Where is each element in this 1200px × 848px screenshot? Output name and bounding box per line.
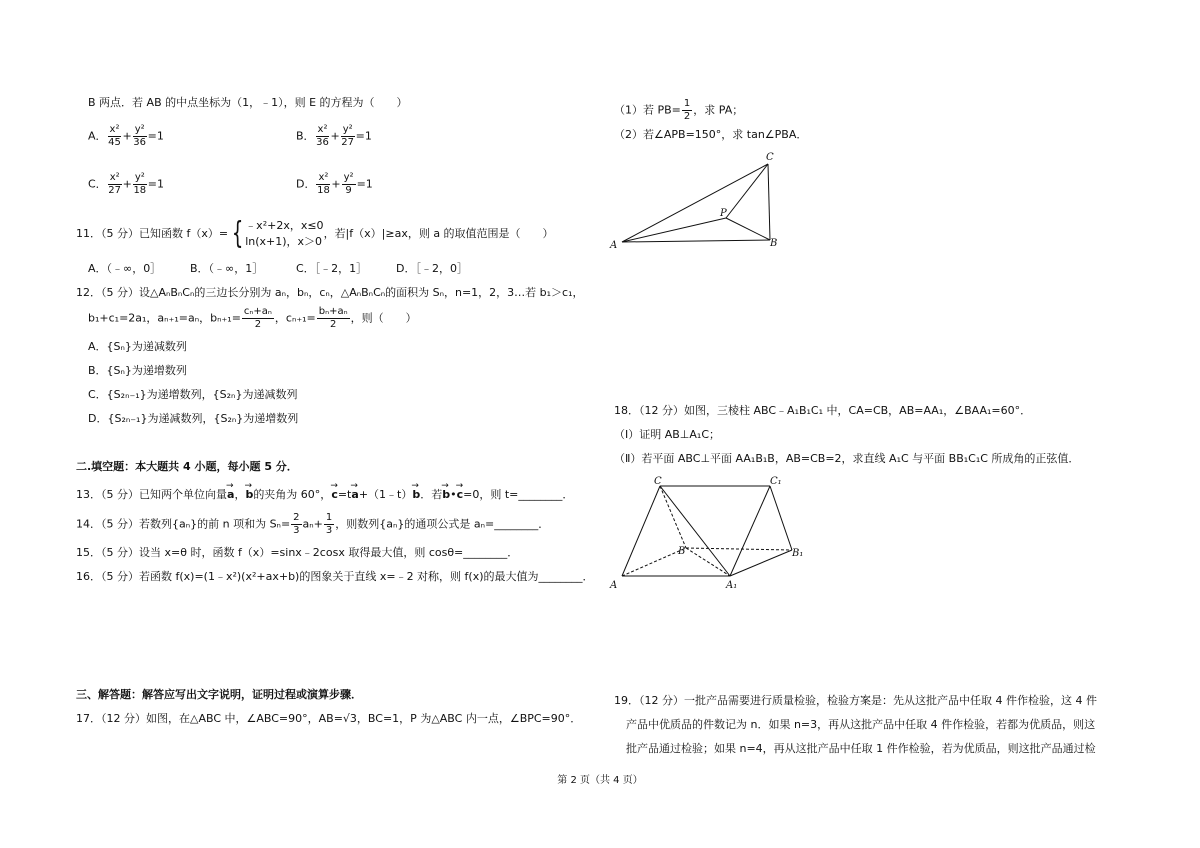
q13: 13．（5 分）已知两个单位向量→ a，→ b的夹角为 60°，→ c=t→ a+（1﹣t）→ b．若→ b•→ c=0，则 t=________． bbox=[76, 488, 573, 502]
q18-part-1: （Ⅰ）证明 AB⊥A₁C； bbox=[614, 428, 721, 441]
prism-figure bbox=[606, 474, 806, 594]
triangle-figure bbox=[608, 148, 798, 252]
q19-line3: 批产品通过检验；如果 n=4，再从这批产品中任取 1 件作检验，若为优质品，则这批产品通过检 bbox=[626, 742, 1096, 755]
q11-option-b: B．（﹣∞，1］ bbox=[190, 262, 264, 275]
q11-option-c: C．［﹣2，1］ bbox=[296, 262, 368, 275]
q19-line2: 产品中优质品的件数记为 n．如果 n=3，再从这批产品中任取 4 件作检验，若都为优质品，则这 bbox=[626, 718, 1096, 731]
q10-option-a: A． $\frac{\text{x²}}{45}$ + $\frac{\text{y²}}{36}$ =1 bbox=[88, 124, 164, 148]
q10-option-d: D． $\frac{\text{x²}}{18}$ + $\frac{\text{y²}}{9}$ =1 bbox=[296, 172, 373, 196]
q10-continuation: B 两点．若 AB 的中点坐标为（1，﹣1），则 E 的方程为（ ） bbox=[88, 96, 408, 109]
label-a1: A₁ bbox=[726, 580, 738, 591]
q14: 14．（5 分）若数列{aₙ}的前 n 项和为 Sₙ= $\frac{2}{3}$ aₙ+ $\frac{1}{3}$ ，则数列{aₙ}的通项公式是 aₙ=________． bbox=[76, 512, 550, 536]
q18-part-2: （Ⅱ）若平面 ABC⊥平面 AA₁B₁B，AB=CB=2，求直线 A₁C 与平面 BB₁C₁C 所成角的正弦值． bbox=[614, 452, 1080, 465]
section-2-heading: 二.填空题：本大题共 4 小题，每小题 5 分． bbox=[76, 460, 298, 473]
label-c: C bbox=[766, 152, 774, 163]
label-b1: B₁ bbox=[792, 548, 804, 559]
label-c1: C₁ bbox=[770, 476, 782, 487]
q12-option-a: A．{Sₙ}为递减数列 bbox=[88, 340, 187, 353]
label-b: B bbox=[770, 238, 778, 249]
q10-option-c: C． $\frac{\text{x²}}{27}$ + $\frac{\text{y²}}{18}$ =1 bbox=[88, 172, 164, 196]
q11-option-d: D．［﹣2，0］ bbox=[396, 262, 468, 275]
label-p: P bbox=[720, 208, 727, 219]
q16: 16．（5 分）若函数 f(x)=(1﹣x²)(x²+ax+b)的图象关于直线 x=﹣2 对称，则 f(x)的最大值为________． bbox=[76, 570, 594, 583]
label-b: B bbox=[678, 546, 686, 557]
q19-line1: 19．（12 分）一批产品需要进行质量检验，检验方案是：先从这批产品中任取 4 件作检验，这 4 件 bbox=[614, 694, 1097, 707]
q12-line2: b₁+c₁=2a₁，aₙ₊₁=aₙ，bₙ₊₁= $\frac{\text{cₙ+aₙ}}{2}$ ，cₙ₊₁= $\frac{\text{bₙ+aₙ}}{2}$ ，则（ ） bbox=[88, 306, 417, 330]
label-a: A bbox=[610, 580, 618, 591]
q12-option-c: C．{S₂ₙ₋₁}为递增数列，{S₂ₙ}为递减数列 bbox=[88, 388, 298, 401]
q12-option-d: D．{S₂ₙ₋₁}为递减数列，{S₂ₙ}为递增数列 bbox=[88, 412, 299, 425]
q17-stem: 17．（12 分）如图，在△ABC 中，∠ABC=90°，AB=√3，BC=1，P 为△ABC 内一点，∠BPC=90°． bbox=[76, 712, 582, 725]
section-3-heading: 三、解答题：解答应写出文字说明，证明过程或演算步骤． bbox=[76, 688, 362, 701]
q15: 15．（5 分）设当 x=θ 时，函数 f（x）=sinx﹣2cosx 取得最大值，则 cosθ=________． bbox=[76, 546, 519, 559]
label-a: A bbox=[610, 240, 618, 251]
q12-option-b: B．{Sₙ}为递增数列 bbox=[88, 364, 187, 377]
q11-stem: 11．（5 分）已知函数 f（x）= { ﹣x²+2x，x≤0 ln(x+1)，x＞0 ，若|f（x）|≥ax，则 a 的取值范围是（ ） bbox=[76, 216, 554, 251]
label-c: C bbox=[654, 476, 662, 487]
q11-option-a: A．（﹣∞，0］ bbox=[88, 262, 162, 275]
q17-part-2: （2）若∠APB=150°，求 tan∠PBA． bbox=[614, 128, 808, 141]
q18-stem: 18．（12 分）如图，三棱柱 ABC﹣A₁B₁C₁ 中，CA=CB，AB=AA₁，∠BAA₁=60°． bbox=[614, 404, 1032, 417]
q17-part-1: （1）若 PB= $\frac{1}{2}$ ，求 PA； bbox=[614, 98, 744, 122]
page-footer: 第 2 页（共 4 页） bbox=[557, 775, 643, 786]
q10-option-b: B． $\frac{\text{x²}}{36}$ + $\frac{\text{y²}}{27}$ =1 bbox=[296, 124, 372, 148]
q12-line1: 12．（5 分）设△AₙBₙCₙ的三边长分别为 aₙ，bₙ，cₙ，△AₙBₙCₙ的面积为 Sₙ，n=1，2，3…若 b₁＞c₁， bbox=[76, 286, 584, 299]
